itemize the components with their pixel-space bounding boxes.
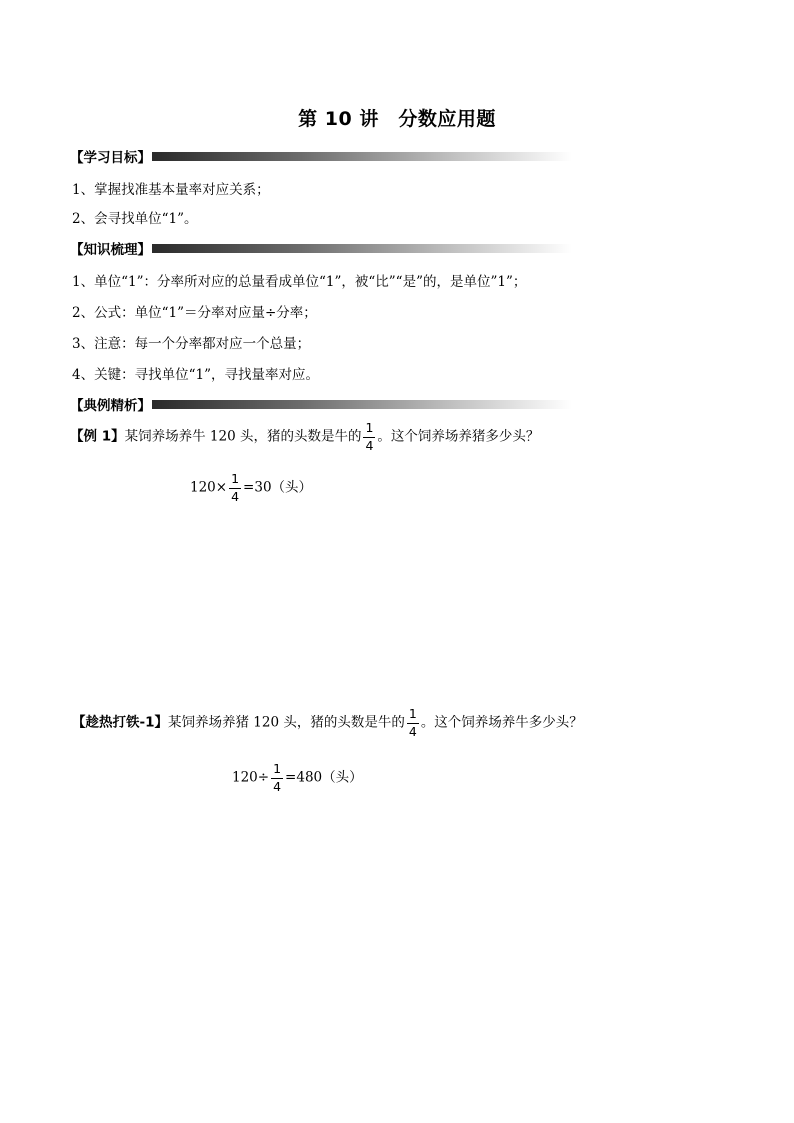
knowledge-item: 3、注意：每一个分率都对应一个总量； bbox=[72, 336, 311, 352]
fraction: $\frac{1}{4}$ bbox=[231, 471, 240, 504]
section-divider-bar bbox=[152, 400, 572, 409]
section-label: 【典例精析】 bbox=[70, 398, 151, 414]
question-text: 某饲养场养牛 120 头，猪的头数是牛的 bbox=[124, 428, 362, 445]
fraction: $\frac{1}{4}$ bbox=[365, 420, 374, 453]
section-label: 【知识梳理】 bbox=[70, 242, 151, 258]
fraction: $\frac{1}{4}$ bbox=[408, 706, 417, 739]
section-header-examples bbox=[70, 394, 572, 414]
practice-1-question bbox=[72, 708, 583, 738]
example-1-answer: 120× $\frac{1}{4}$ =30（头） bbox=[190, 471, 313, 504]
page-title: 第 10 讲 分数应用题 bbox=[298, 108, 496, 130]
knowledge-item: 1、单位“1”：分率所对应的总量看成单位“1”，被“比”“是”的，是单位”1”； bbox=[72, 274, 527, 290]
question-text: 某饲养场养猪 120 头，猪的头数是牛的 bbox=[168, 714, 405, 731]
section-header-goals bbox=[70, 146, 572, 166]
practice-tag: 【趁热打铁-1】 bbox=[72, 714, 168, 731]
fraction: $\frac{1}{4}$ bbox=[273, 761, 282, 794]
section-header-knowledge bbox=[70, 238, 572, 258]
section-label: 【学习目标】 bbox=[70, 150, 151, 166]
example-tag: 【例 1】 bbox=[70, 428, 125, 445]
example-1-question bbox=[70, 422, 539, 452]
section-divider-bar bbox=[152, 244, 572, 253]
knowledge-item: 2、公式：单位“1”＝分率对应量÷分率； bbox=[72, 305, 317, 321]
practice-1-answer: 120÷ $\frac{1}{4}$ =480（头） bbox=[232, 761, 363, 794]
goal-item: 1、掌握找准基本量率对应关系； bbox=[72, 182, 270, 198]
question-text: 。这个饲养场养牛多少头？ bbox=[420, 714, 583, 731]
question-text: 。这个饲养场养猪多少头？ bbox=[377, 428, 540, 445]
section-divider-bar bbox=[152, 152, 572, 161]
goal-item: 2、会寻找单位“1”。 bbox=[72, 211, 198, 227]
knowledge-item: 4、关键：寻找单位“1”，寻找量率对应。 bbox=[72, 367, 319, 383]
